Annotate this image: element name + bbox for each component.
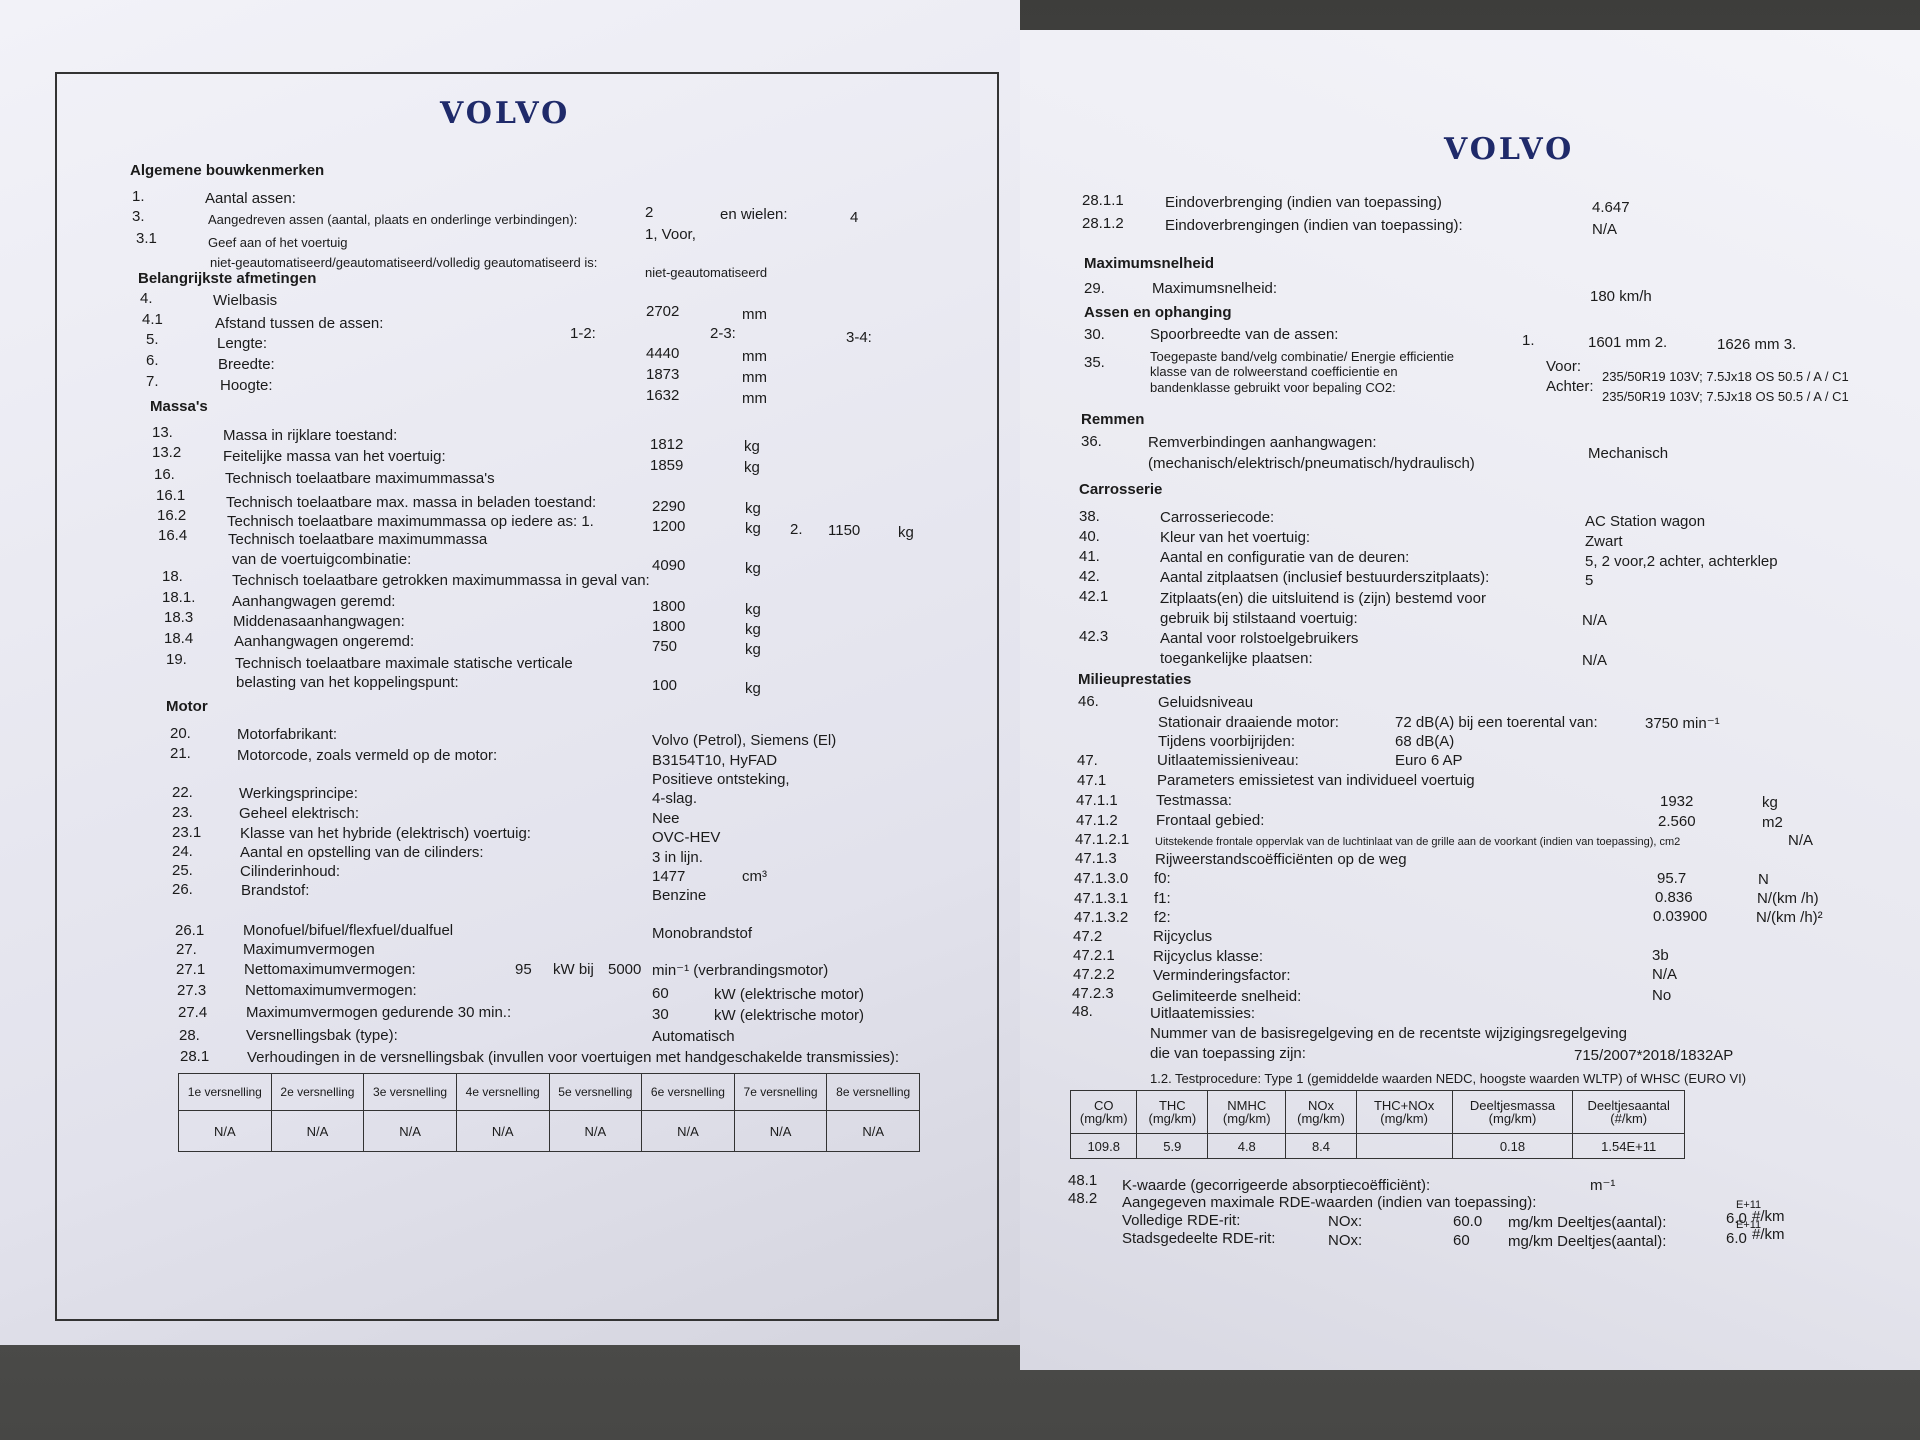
right-spec-text: Nummer van de basisregelgeving en de recentste wijzigingsregelgeving [1150,1025,1627,1042]
emission-header-cell: NMHC (mg/km) [1208,1091,1286,1134]
right-spec-text: 5, 2 voor,2 achter, achterklep [1585,553,1778,570]
left-spec-text: Wielbasis [213,292,278,309]
left-spec-text: 1, Voor, [645,226,696,243]
right-spec-text: E+11 [1736,1199,1762,1211]
right-spec-text: mg/km Deeltjes(aantal): [1508,1233,1667,1250]
right-spec-text: 28.1.1 [1082,192,1124,209]
left-spec-text: 6. [146,352,159,369]
left-spec-text: Nee [652,810,680,827]
right-spec-text: 47.1.2 [1076,812,1118,829]
emission-value-cell: 1.54E+11 [1573,1134,1685,1159]
right-spec-text: 1626 mm 3. [1717,336,1797,353]
left-spec-text: 5000 [608,961,642,978]
right-spec-text: 47.2.2 [1073,966,1115,983]
emission-header-cell: THC+NOx (mg/km) [1356,1091,1452,1134]
right-spec-text: N/(km /h) [1757,890,1819,907]
left-spec-text: 27.4 [178,1004,208,1021]
right-spec-text: Toegepaste band/velg combinatie/ Energie efficientie [1150,349,1455,364]
left-spec-text: 30 [652,1006,669,1023]
right-spec-text: 6.0 [1726,1210,1747,1227]
right-spec-text: 68 dB(A) [1395,733,1455,750]
left-spec-text: 1800 [652,618,686,635]
right-spec-text: 47.1.2.1 [1075,831,1130,848]
left-spec-text: belasting van het koppelingspunt: [236,674,459,691]
gear-value-cell: N/A [179,1111,272,1152]
left-spec-text: Klasse van het hybride (elektrisch) voertuig: [240,825,531,842]
left-spec-text: 2. [790,521,803,538]
right-spec-text: Aantal zitplaatsen (inclusief bestuurderszitplaats): [1160,569,1490,586]
left-spec-text: 7. [146,373,159,390]
right-spec-text: 29. [1084,280,1105,297]
left-spec-text: 2702 [646,303,680,320]
emission-header-cell: Deeltjesmassa (mg/km) [1452,1091,1573,1134]
right-spec-text: Tijdens voorbijrijden: [1158,733,1296,750]
left-spec-text: Belangrijkste afmetingen [138,270,317,287]
left-spec-text: Hoogte: [220,377,273,394]
left-spec-text: kg [745,560,761,577]
right-spec-text: #/km [1752,1208,1785,1225]
right-spec-text: 35. [1084,354,1105,371]
right-spec-text: NOx: [1328,1232,1363,1249]
left-spec-text: 27.3 [177,982,207,999]
left-spec-text: 4 [850,209,859,226]
left-spec-text: en wielen: [720,206,788,223]
right-spec-text: Testmassa: [1156,792,1232,809]
emission-value-cell [1356,1134,1452,1159]
right-spec-text: 4.647 [1592,199,1630,216]
left-spec-text: Maximumvermogen gedurende 30 min.: [246,1004,512,1021]
right-spec-text: Verminderingsfactor: [1153,967,1291,984]
left-spec-text: 2290 [652,498,686,515]
right-spec-text: 72 dB(A) bij een toerental van: [1395,714,1598,731]
left-spec-text: 1-2: [570,325,596,342]
gear-header-cell: 3e versnelling [364,1074,457,1111]
right-spec-text: N/A [1582,652,1608,669]
left-spec-text: Cilinderinhoud: [240,863,341,880]
right-spec-text: 48.2 [1068,1190,1098,1207]
right-spec-text: Aantal voor rolstoelgebruikers [1160,630,1359,647]
left-spec-text: 16.4 [158,527,188,544]
left-spec-text: Werkingsprincipe: [239,785,358,802]
left-spec-text: 28.1 [180,1048,210,1065]
left-spec-text: kg [898,524,914,541]
left-spec-text: Technisch toelaatbare maximummassa [228,531,488,548]
emission-header-cell: CO (mg/km) [1071,1091,1137,1134]
left-spec-text: kW bij [553,961,594,978]
left-spec-text: 750 [652,638,678,655]
left-spec-text: Aantal assen: [205,190,296,207]
left-spec-text: Middenasaanhangwagen: [233,613,405,630]
right-spec-text: 28.1.2 [1082,215,1124,232]
emission-value-cell: 4.8 [1208,1134,1286,1159]
left-spec-text: kg [745,601,761,618]
left-spec-text: kg [745,680,761,697]
left-spec-text: Geheel elektrisch: [239,805,360,822]
right-spec-text: 46. [1078,693,1099,710]
emission-value-cell: 5.9 [1137,1134,1208,1159]
right-spec-text: N/A [1592,221,1618,238]
right-spec-text: 0.836 [1655,889,1693,906]
left-spec-text: 13. [152,424,173,441]
left-spec-text: 4440 [646,345,680,362]
right-spec-text: Maximumsnelheid [1084,255,1215,272]
left-spec-text: 22. [172,784,193,801]
right-spec-text: 47.2.1 [1073,947,1115,964]
left-spec-text: 13.2 [152,444,182,461]
gear-value-cell: N/A [364,1111,457,1152]
right-spec-text: 47. [1077,752,1098,769]
gear-header-cell: 2e versnelling [271,1074,364,1111]
left-spec-text: Massa's [150,398,208,415]
right-spec-text: Carrosserie [1079,481,1163,498]
right-spec-text: 38. [1079,508,1100,525]
left-spec-text: 100 [652,677,678,694]
gear-header-cell: 7e versnelling [734,1074,827,1111]
left-spec-text: Benzine [652,887,707,904]
right-spec-text: N/(km /h)² [1756,909,1823,926]
left-spec-text: Monobrandstof [652,925,753,942]
left-spec-text: Motor [166,698,208,715]
right-spec-text: f2: [1154,909,1171,926]
left-spec-text: 3 in lijn. [652,849,703,866]
right-spec-text: Uitlaatemissieniveau: [1157,752,1299,769]
right-spec-text: No [1652,987,1672,1004]
left-spec-text: Aanhangwagen ongeremd: [234,633,415,650]
right-spec-text: Euro 6 AP [1395,752,1463,769]
left-spec-text: 2-3: [710,325,736,342]
gear-value-cell: N/A [271,1111,364,1152]
gear-header-cell: 4e versnelling [456,1074,549,1111]
right-spec-text: Zwart [1585,533,1623,550]
right-spec-text: 30. [1084,326,1105,343]
gear-header-cell: 1e versnelling [179,1074,272,1111]
left-spec-text: 1873 [646,366,680,383]
gear-header-cell: 8e versnelling [827,1074,920,1111]
right-spec-text: 95.7 [1657,870,1687,887]
left-spec-text: 16. [154,466,175,483]
right-spec-text: N/A [1582,612,1608,629]
right-spec-text: 235/50R19 103V; 7.5Jx18 OS 50.5 / A / C1 [1602,369,1849,384]
emissions-table [1070,1090,1685,1159]
left-spec-text: Breedte: [218,356,275,373]
left-spec-text: 4090 [652,557,686,574]
right-spec-text: kg [1762,794,1778,811]
left-spec-text: 16.1 [156,487,186,504]
emission-header-cell: THC (mg/km) [1137,1091,1208,1134]
left-spec-text: Aangedreven assen (aantal, plaats en onderlinge verbindingen): [208,212,578,227]
left-spec-text: 18. [162,568,183,585]
volvo-logo-right: VOLVO [1444,132,1575,167]
left-spec-text: 2 [645,204,654,221]
right-spec-text: 47.1.1 [1076,792,1118,809]
left-spec-text: kg [745,500,761,517]
left-spec-text: Geef aan of het voertuig [208,235,348,250]
right-spec-text: Aangegeven maximale RDE-waarden (indien van toepassing): [1122,1194,1537,1211]
gear-value-cell: N/A [827,1111,920,1152]
right-spec-text: 47.2.3 [1072,985,1114,1002]
right-spec-text: Remmen [1081,411,1145,428]
left-spec-text: Feitelijke massa van het voertuig: [223,448,446,465]
left-spec-text: 60 [652,985,669,1002]
right-spec-text: 36. [1081,433,1102,450]
left-spec-text: 1632 [646,387,680,404]
left-spec-text: Brandstof: [241,882,310,899]
right-spec-text: 42. [1079,568,1100,585]
left-spec-text: kW (elektrische motor) [714,1007,865,1024]
left-spec-text: 20. [170,725,191,742]
right-spec-text: 6.0 [1726,1230,1747,1247]
left-spec-text: mm [742,348,767,365]
right-spec-text: 47.2 [1073,928,1103,945]
right-spec-text: Milieuprestaties [1078,671,1192,688]
left-spec-text: 1859 [650,457,684,474]
left-spec-text: 25. [172,862,193,879]
right-spec-text: 3750 min⁻¹ [1645,715,1720,732]
left-spec-text: mm [742,390,767,407]
right-spec-text: 47.1.3.0 [1074,870,1129,887]
right-spec-text: bandenklasse gebruikt voor bepaling CO2: [1150,380,1396,395]
right-spec-text: Achter: [1546,378,1594,395]
right-spec-text: Parameters emissietest van individueel voertuig [1157,772,1475,789]
emission-header-cell: Deeltjesaantal (#/km) [1573,1091,1685,1134]
left-spec-text: 3.1 [136,230,157,247]
left-spec-text: 95 [515,961,532,978]
left-spec-text: 1200 [652,518,686,535]
right-spec-text: AC Station wagon [1585,513,1706,530]
right-spec-text: klasse van de rolweerstand coefficientie en [1150,364,1398,379]
left-spec-text: kg [745,520,761,537]
right-spec-text: Uitlaatemissies: [1150,1005,1256,1022]
left-spec-text: 1812 [650,436,684,453]
left-spec-text: 4.1 [142,311,163,328]
right-page [1020,30,1920,1370]
left-spec-text: Volvo (Petrol), Siemens (El) [652,732,837,749]
right-spec-text: mg/km Deeltjes(aantal): [1508,1214,1667,1231]
right-spec-text: 3b [1652,947,1669,964]
emission-header-cell: NOx (mg/km) [1286,1091,1356,1134]
right-spec-text: Aantal en configuratie van de deuren: [1160,549,1410,566]
left-spec-text: Monofuel/bifuel/flexfuel/dualfuel [243,922,454,939]
left-spec-text: Technisch toelaatbare max. massa in beladen toestand: [226,494,597,511]
left-spec-text: kg [745,621,761,638]
gear-value-cell: N/A [734,1111,827,1152]
emission-value-cell: 0.18 [1452,1134,1573,1159]
right-spec-text: Eindoverbrengingen (indien van toepassing): [1165,217,1463,234]
left-spec-text: 19. [166,651,187,668]
right-spec-text: 235/50R19 103V; 7.5Jx18 OS 50.5 / A / C1 [1602,389,1849,404]
right-spec-text: m2 [1762,814,1783,831]
left-spec-text: Nettomaximumvermogen: [245,982,417,999]
right-spec-text: 41. [1079,548,1100,565]
left-spec-text: 3. [132,208,145,225]
gear-header-cell: 5e versnelling [549,1074,642,1111]
left-spec-text: kW (elektrische motor) [714,986,865,1003]
gear-value-cell: N/A [456,1111,549,1152]
right-spec-text: 180 km/h [1590,288,1652,305]
right-spec-text: 47.1.3 [1075,850,1117,867]
emission-value-cell: 109.8 [1071,1134,1137,1159]
right-spec-text: f1: [1154,890,1171,907]
right-spec-text: K-waarde (gecorrigeerde absorptiecoëfficiënt): [1122,1177,1431,1194]
left-spec-text: mm [742,369,767,386]
right-spec-text: 48.1 [1068,1172,1098,1189]
right-spec-text: Stadsgedeelte RDE-rit: [1122,1230,1276,1247]
right-spec-text: die van toepassing zijn: [1150,1045,1306,1062]
right-spec-text: #/km [1752,1226,1785,1243]
right-spec-text: Frontaal gebied: [1156,812,1265,829]
right-spec-text: Volledige RDE-rit: [1122,1212,1241,1229]
right-spec-text: 1.2. Testprocedure: Type 1 (gemiddelde waarden NEDC, hoogste waarden WLTP) of WHSC (EURO VI) [1150,1071,1747,1086]
right-spec-text: Remverbindingen aanhangwagen: [1148,434,1377,451]
left-spec-text: Nettomaximumvermogen: [244,961,416,978]
right-spec-text: 60.0 [1453,1213,1483,1230]
left-spec-text: Verhoudingen in de versnellingsbak (invullen voor voertuigen met handgeschakelde transmissies): [247,1049,900,1066]
left-spec-text: Maximumvermogen [243,941,375,958]
left-spec-text: cm³ [742,868,767,885]
left-spec-text: 4-slag. [652,790,698,807]
left-spec-text: Afstand tussen de assen: [215,315,384,332]
left-spec-text: Motorfabrikant: [237,726,338,743]
left-spec-text: 1477 [652,868,686,885]
right-spec-text: Maximumsnelheid: [1152,280,1278,297]
left-spec-text: 23.1 [172,824,202,841]
right-spec-text: 5 [1585,572,1594,589]
left-spec-text: Massa in rijklare toestand: [223,427,398,444]
right-spec-text: Stationair draaiende motor: [1158,714,1339,731]
right-spec-text: Spoorbreedte van de assen: [1150,326,1339,343]
right-spec-text: Zitplaats(en) die uitsluitend is (zijn) bestemd voor [1160,590,1486,607]
left-spec-text: 5. [146,331,159,348]
right-spec-text: Kleur van het voertuig: [1160,529,1311,546]
left-spec-text: 24. [172,843,193,860]
right-spec-text: 40. [1079,528,1100,545]
left-spec-text: 3-4: [846,329,872,346]
left-spec-text: Technisch toelaatbare maximummassa op iedere as: 1. [227,513,594,530]
right-spec-text: 47.1.3.2 [1074,909,1129,926]
gear-ratio-table [178,1073,920,1152]
left-spec-text: kg [745,641,761,658]
left-spec-text: kg [744,459,760,476]
left-spec-text: 4. [140,290,153,307]
left-spec-text: 28. [179,1027,200,1044]
right-spec-text: 1. [1522,332,1535,349]
right-spec-text: Rijweerstandscoëfficiënten op de weg [1155,851,1407,868]
left-spec-text: min⁻¹ (verbrandingsmotor) [652,962,829,979]
gear-value-cell: N/A [549,1111,642,1152]
left-spec-text: Technisch toelaatbare maximale statische verticale [235,655,573,672]
left-spec-text: Positieve ontsteking, [652,771,790,788]
right-spec-text: Mechanisch [1588,445,1669,462]
left-spec-text: Versnellingsbak (type): [246,1027,398,1044]
volvo-logo-left: VOLVO [440,96,571,131]
left-spec-text: 27. [176,941,197,958]
right-spec-text: Carrosseriecode: [1160,509,1275,526]
right-spec-text: N [1758,871,1769,888]
right-spec-text: Voor: [1546,358,1582,375]
left-spec-text: Technisch toelaatbare getrokken maximummassa in geval van: [232,572,650,589]
right-spec-text: E+11 [1736,1219,1762,1231]
right-spec-text: Rijcyclus klasse: [1153,948,1264,965]
left-spec-text: 27.1 [176,961,206,978]
left-spec-text: 1. [132,188,145,205]
left-spec-text: niet-geautomatiseerd/geautomatiseerd/volledig geautomatiseerd is: [210,255,598,270]
left-spec-text: Aantal en opstelling van de cilinders: [240,844,484,861]
right-spec-text: Eindoverbrenging (indien van toepassing) [1165,194,1442,211]
right-spec-text: 1601 mm 2. [1588,334,1668,351]
left-spec-text: 23. [172,804,193,821]
left-spec-text: kg [744,438,760,455]
left-spec-text: 16.2 [157,507,187,524]
left-spec-text: Aanhangwagen geremd: [232,593,396,610]
left-spec-text: 18.4 [164,630,194,647]
right-spec-text: N/A [1652,966,1678,983]
left-spec-text: OVC-HEV [652,829,721,846]
left-spec-text: 26. [172,881,193,898]
right-spec-text: 0.03900 [1653,908,1708,925]
right-spec-text: (mechanisch/elektrisch/pneumatisch/hydraulisch) [1148,455,1475,472]
left-spec-text: Lengte: [217,335,268,352]
right-spec-text: 60 [1453,1232,1470,1249]
right-spec-text: 47.1.3.1 [1074,890,1129,907]
left-spec-text: niet-geautomatiseerd [645,265,768,280]
left-spec-text: 18.3 [164,609,194,626]
left-spec-text: van de voertuigcombinatie: [232,551,412,568]
left-spec-text: Motorcode, zoals vermeld op de motor: [237,747,498,764]
right-spec-text: 47.1 [1077,772,1107,789]
right-spec-text: N/A [1788,832,1814,849]
right-spec-text: 42.3 [1079,628,1109,645]
right-spec-text: 2.560 [1658,813,1696,830]
right-spec-text: 42.1 [1079,588,1109,605]
left-spec-text: Technisch toelaatbare maximummassa's [225,470,495,487]
right-spec-text: 715/2007*2018/1832AP [1574,1047,1734,1064]
left-spec-text: Automatisch [652,1028,735,1045]
gear-header-cell: 6e versnelling [642,1074,735,1111]
right-spec-text: Geluidsniveau [1158,694,1254,711]
left-spec-text: mm [742,306,767,323]
right-spec-text: Rijcyclus [1153,928,1213,945]
left-spec-text: 18.1. [162,589,196,606]
emission-value-cell: 8.4 [1286,1134,1356,1159]
right-spec-text: f0: [1154,870,1171,887]
left-spec-text: 1150 [828,522,861,539]
right-spec-text: 1932 [1660,793,1694,810]
right-spec-text: 48. [1072,1003,1093,1020]
right-spec-text: toegankelijke plaatsen: [1160,650,1313,667]
right-spec-text: NOx: [1328,1213,1363,1230]
gear-value-cell: N/A [642,1111,735,1152]
left-spec-text: Algemene bouwkenmerken [130,162,325,179]
left-spec-text: B3154T10, HyFAD [652,752,778,769]
right-spec-text: gebruik bij stilstaand voertuig: [1160,610,1358,627]
right-spec-text: Gelimiteerde snelheid: [1152,988,1302,1005]
right-spec-text: m⁻¹ [1590,1177,1616,1194]
right-spec-text: Assen en ophanging [1084,304,1232,321]
left-spec-text: 1800 [652,598,686,615]
left-spec-text: 21. [170,745,191,762]
left-spec-text: 26.1 [175,922,205,939]
right-spec-text: Uitstekende frontale oppervlak van de luchtinlaat van de grille aan de voorkant (indien van toepassing), cm2 [1155,836,1681,848]
